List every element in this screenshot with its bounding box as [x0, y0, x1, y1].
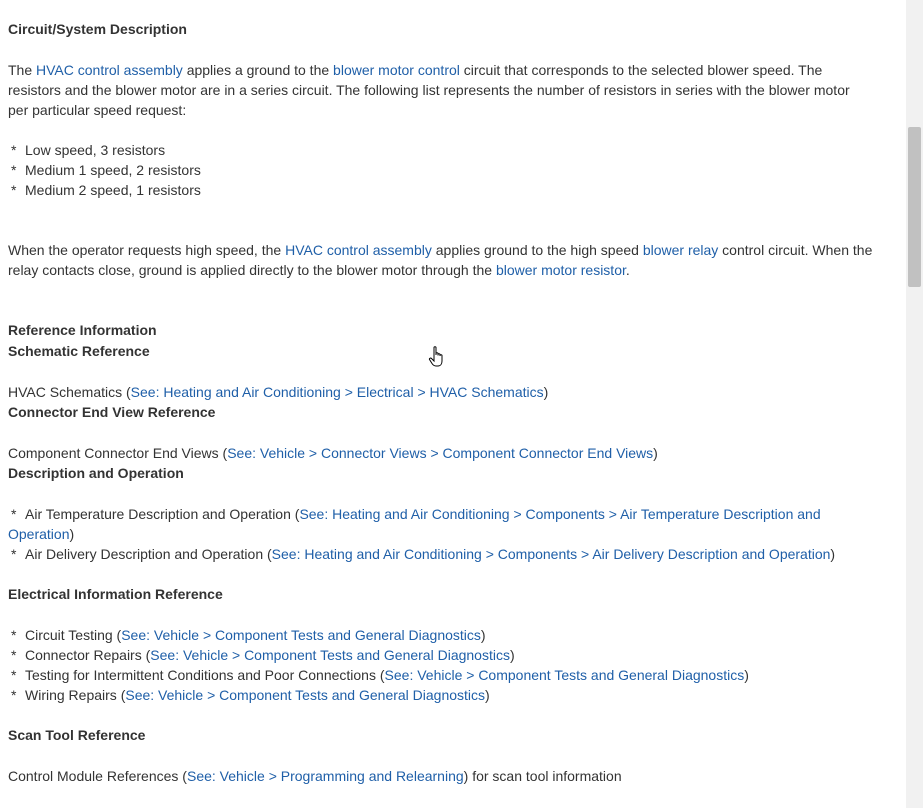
link-air-temperature-cont[interactable]: Operation — [8, 526, 70, 542]
link-circuit-testing[interactable]: See: Vehicle > Component Tests and General Diagnostics — [121, 627, 481, 643]
text: ) — [830, 546, 836, 562]
link-blower-relay[interactable]: blower relay — [642, 242, 719, 258]
intermittent-conditions-item — [8, 665, 749, 685]
link-connector-repairs[interactable]: See: Vehicle > Component Tests and General Diagnostics — [150, 647, 510, 663]
text: ) — [653, 445, 658, 461]
link-wiring-repairs[interactable]: See: Vehicle > Component Tests and General Diagnostics — [125, 687, 486, 703]
air-temperature-item-cont — [8, 524, 74, 544]
schematic-reference-title: Schematic Reference — [8, 343, 150, 359]
link-hvac-control-assembly-2[interactable]: HVAC control assembly — [285, 242, 432, 258]
text: HVAC Schematics ( — [8, 384, 131, 400]
connector-reference-line — [8, 443, 658, 463]
text: Control Module References ( — [8, 768, 187, 784]
schematic-reference-line — [8, 382, 548, 402]
text: Wiring Repairs ( — [25, 687, 126, 703]
text: The — [8, 62, 37, 78]
link-air-delivery[interactable]: See: Heating and Air Conditioning > Components > Air Delivery Description and Operation — [271, 546, 831, 562]
circuit-testing-item — [8, 625, 486, 645]
text: circuit that corresponds to the selected blower speed. The — [459, 62, 823, 78]
text: ) — [509, 647, 515, 663]
text: When the operator requests high speed, the — [8, 242, 286, 258]
text: Testing for Intermittent Conditions and Poor Connections ( — [25, 667, 385, 683]
text: Air Temperature Description and Operation ( — [25, 506, 300, 522]
text: relay contacts close, ground is applied directly to the blower motor through the — [8, 262, 496, 278]
hand-cursor-icon — [428, 345, 446, 369]
text: ) — [485, 687, 490, 703]
reference-information-title: Reference Information — [8, 322, 157, 338]
text: . — [625, 262, 630, 278]
link-hvac-schematics[interactable]: See: Heating and Air Conditioning > Electrical > HVAC Schematics — [130, 384, 544, 400]
electrical-information-title: Electrical Information Reference — [8, 586, 223, 602]
text: applies a ground to the — [182, 62, 334, 78]
paragraph-1-line-3: per particular speed request: — [8, 102, 187, 118]
connector-end-view-title: Connector End View Reference — [8, 404, 216, 420]
text: ) for scan tool information — [463, 768, 622, 784]
link-air-temperature[interactable]: See: Heating and Air Conditioning > Components > Air Temperature Description and — [299, 506, 821, 522]
paragraph-2-line-1 — [8, 240, 872, 260]
circuit-system-title: Circuit/System Description — [8, 21, 187, 37]
scan-tool-title: Scan Tool Reference — [8, 727, 146, 743]
text: Air Delivery Description and Operation ( — [25, 546, 272, 562]
link-hvac-control-assembly[interactable]: HVAC control assembly — [36, 62, 183, 78]
link-blower-motor-control[interactable]: blower motor control — [333, 62, 460, 78]
link-intermittent-conditions[interactable]: See: Vehicle > Component Tests and General Diagnostics — [384, 667, 745, 683]
air-delivery-item — [8, 544, 835, 564]
wiring-repairs-item — [8, 685, 490, 705]
text: Component Connector End Views ( — [8, 445, 228, 461]
text: Circuit Testing ( — [25, 627, 122, 643]
speed-item-medium-1: * Medium 1 speed, 2 resistors — [8, 160, 201, 180]
text: ) — [744, 667, 749, 683]
scan-tool-line — [8, 766, 622, 786]
text: Connector Repairs ( — [25, 647, 151, 663]
paragraph-1-line-1 — [8, 60, 822, 80]
speed-item-low: * Low speed, 3 resistors — [8, 140, 165, 160]
speed-item-medium-2: * Medium 2 speed, 1 resistors — [8, 180, 201, 200]
text: applies ground to the high speed — [431, 242, 643, 258]
vertical-scrollbar[interactable] — [906, 0, 923, 808]
description-operation-title: Description and Operation — [8, 465, 184, 481]
link-programming-relearning[interactable]: See: Vehicle > Programming and Relearning — [186, 768, 464, 784]
text: ) — [543, 384, 549, 400]
text: ) — [69, 526, 75, 542]
paragraph-1-line-2: resistors and the blower motor are in a series circuit. The following list represents the number of resistors in series with the blower motor — [8, 82, 850, 98]
connector-repairs-item — [8, 645, 515, 665]
link-blower-motor-resistor[interactable]: blower motor resistor — [495, 262, 626, 278]
text: control circuit. When the — [718, 242, 873, 258]
air-temperature-item — [8, 504, 821, 524]
scrollbar-thumb[interactable] — [908, 127, 921, 287]
paragraph-2-line-2 — [8, 260, 630, 280]
text: ) — [480, 627, 486, 643]
link-connector-end-views[interactable]: See: Vehicle > Connector Views > Component Connector End Views — [227, 445, 654, 461]
